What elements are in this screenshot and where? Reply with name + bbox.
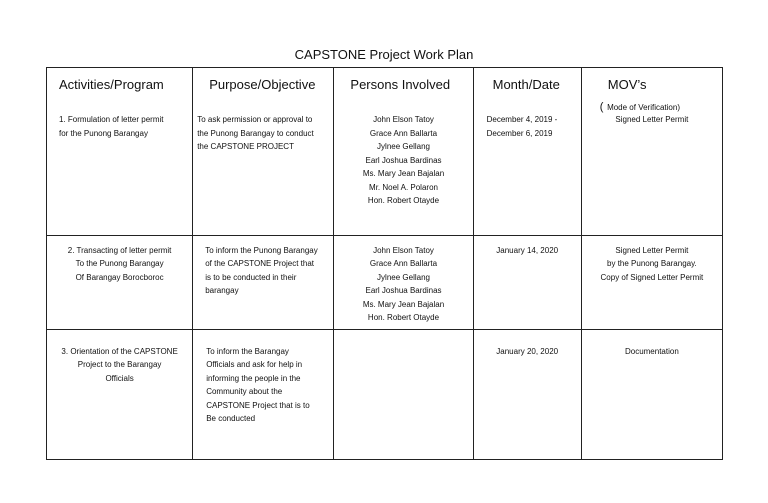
- mov-cell: [581, 113, 722, 235]
- activity-line: 2. Transacting of letter permit: [67, 245, 172, 255]
- date-cell: [473, 329, 581, 460]
- purpose-line: Community about the: [206, 387, 283, 396]
- date-line: December 6, 2019: [486, 128, 553, 138]
- purpose-line: the CAPSTONE PROJECT: [197, 142, 294, 151]
- purpose-line: CAPSTONE Project that is to: [206, 400, 310, 410]
- header-activities: Activities/Program: [47, 68, 193, 114]
- table-row: [47, 329, 723, 460]
- purpose-cell: [193, 113, 334, 235]
- purpose-line: To inform the Punong Barangay: [205, 245, 318, 255]
- persons-line: Hon. Robert Otayde: [367, 313, 440, 322]
- activity-line: 1. Formulation of letter permit: [59, 115, 164, 124]
- purpose-cell: [193, 329, 334, 460]
- date-cell: [473, 235, 581, 329]
- mov-cell: [581, 329, 722, 460]
- purpose-line: of the CAPSTONE Project that: [205, 259, 314, 268]
- date-line: December 4, 2019 -: [486, 115, 558, 124]
- purpose-cell: [193, 235, 334, 329]
- persons-cell: [334, 329, 473, 460]
- date-line: January 20, 2020: [496, 346, 559, 356]
- persons-line: Ms. Mary Jean Bajalan: [362, 169, 445, 178]
- persons-line: Mr. Noel A. Polaron: [369, 182, 438, 192]
- persons-line: Ms. Mary Jean Bajalan: [362, 299, 445, 309]
- header-persons: Persons Involved: [334, 68, 473, 114]
- purpose-line: Officials and ask for help in: [206, 360, 303, 369]
- header-mov: MOV’s ( Mode of Verification): [581, 68, 722, 114]
- persons-line: Jylnee Gellang: [377, 272, 430, 282]
- date-cell: [473, 113, 581, 235]
- mov-line: by the Punong Barangay.: [607, 259, 697, 268]
- persons-line: Earl Joshua Bardinas: [365, 286, 442, 295]
- persons-line: John Elson Tatoy: [373, 245, 434, 255]
- mov-mode-note: ( Mode of Verification): [599, 101, 680, 113]
- persons-line: Grace Ann Ballarta: [369, 259, 438, 268]
- mov-line: Copy of Signed Letter Permit: [600, 272, 704, 282]
- mov-line: Documentation: [624, 346, 679, 356]
- purpose-line: informing the people in the: [206, 373, 301, 383]
- header-row: [47, 68, 723, 114]
- persons-line: Earl Joshua Bardinas: [365, 155, 442, 165]
- purpose-line: is to be conducted in their: [205, 272, 297, 282]
- table-row: [47, 235, 723, 329]
- mov-cell: [581, 235, 722, 329]
- activity-line: for the Punong Barangay: [59, 128, 148, 138]
- activity-cell: [47, 235, 193, 329]
- persons-line: Hon. Robert Otayde: [367, 196, 440, 205]
- work-plan-table: [46, 67, 723, 460]
- header-month: Month/Date: [473, 68, 581, 114]
- purpose-line: barangay: [205, 286, 239, 295]
- purpose-line: To ask permission or approval to: [197, 115, 313, 124]
- persons-cell: [334, 113, 473, 235]
- activity-cell: [47, 113, 193, 235]
- persons-line: Grace Ann Ballarta: [369, 128, 438, 138]
- purpose-line: the Punong Barangay to conduct: [197, 128, 314, 138]
- purpose-line: Be conducted: [206, 414, 256, 423]
- activity-line: To the Punong Barangay: [75, 259, 164, 268]
- date-line: January 14, 2020: [496, 245, 559, 255]
- activity-line: Project to the Barangay: [77, 360, 162, 369]
- mov-line: Signed Letter Permit: [615, 115, 689, 124]
- persons-line: John Elson Tatoy: [373, 115, 434, 124]
- document-title: CAPSTONE Project Work Plan: [294, 47, 474, 62]
- header-purpose: Purpose/Objective: [193, 68, 334, 114]
- activity-line: Of Barangay Borocboroc: [75, 272, 164, 282]
- activity-line: 3. Orientation of the CAPSTONE: [61, 346, 178, 356]
- persons-cell: [334, 235, 473, 329]
- mov-line: Signed Letter Permit: [615, 245, 689, 255]
- persons-line: Jylnee Gellang: [377, 142, 430, 151]
- purpose-line: To inform the Barangay: [206, 346, 289, 356]
- table-row: [47, 113, 723, 235]
- activity-line: Officials: [105, 373, 134, 383]
- activity-cell: [47, 329, 193, 460]
